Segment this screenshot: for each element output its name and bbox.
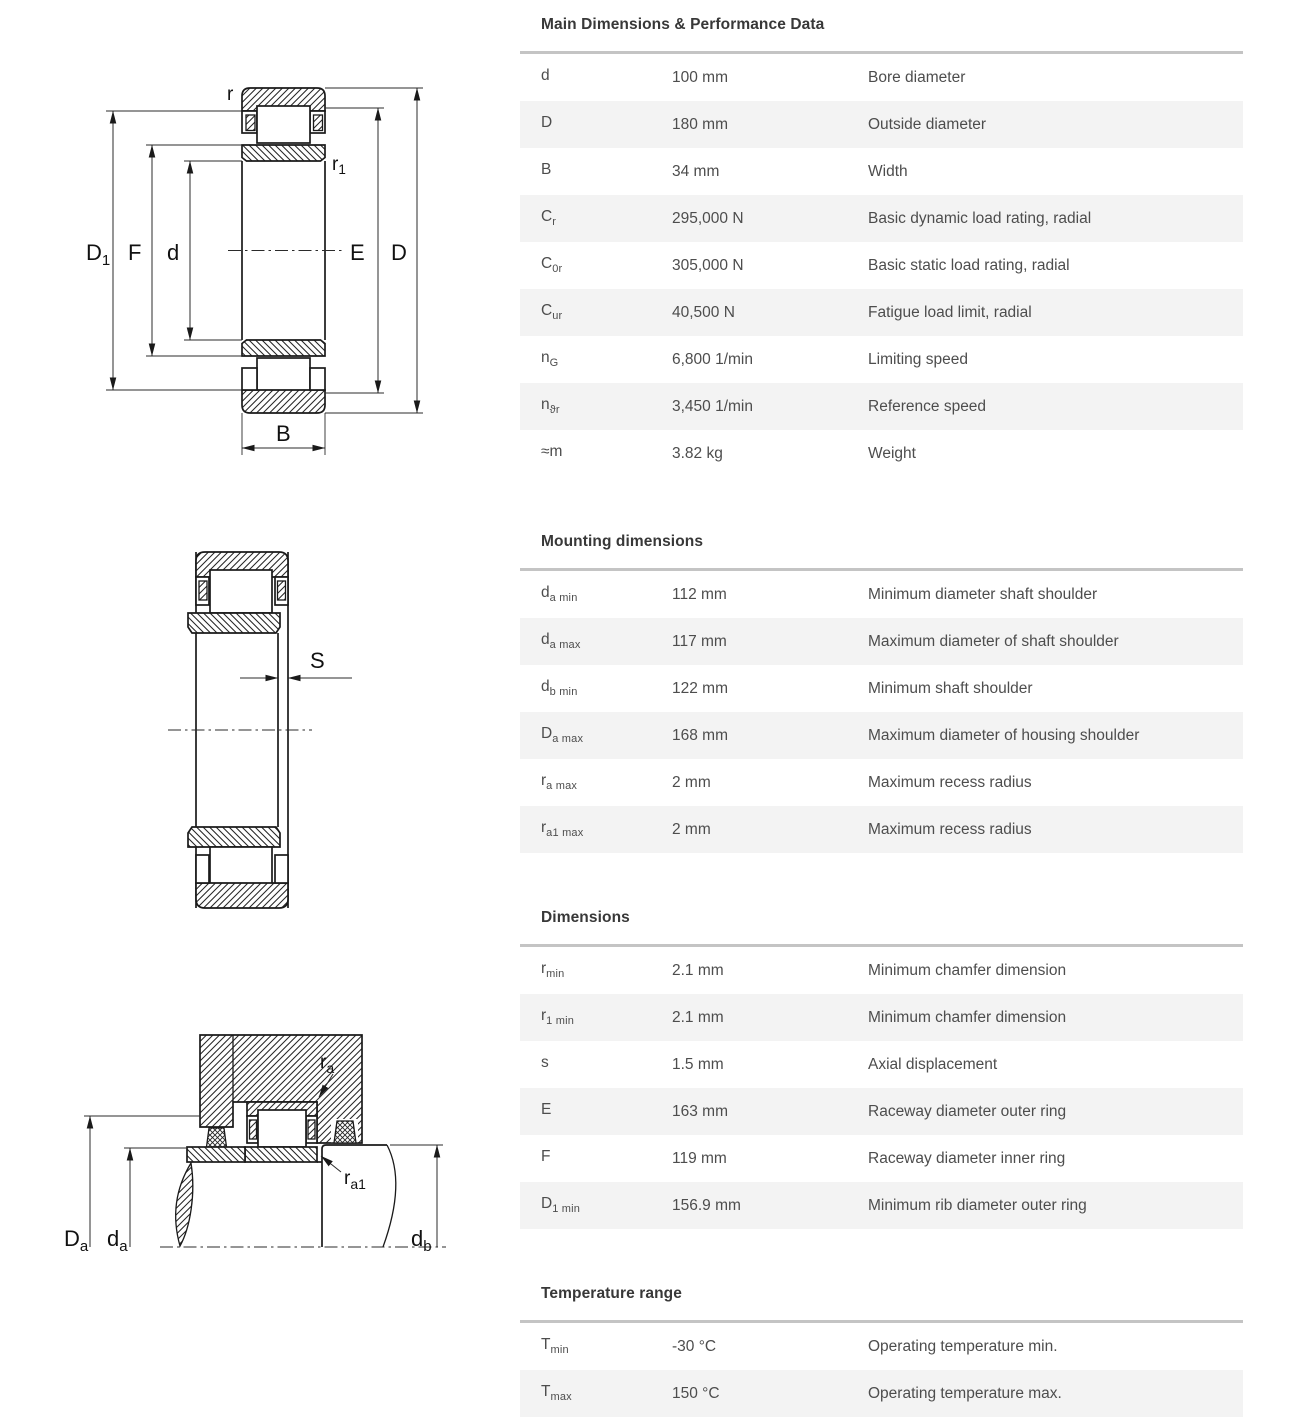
description-cell: Operating temperature min. bbox=[868, 1337, 1058, 1355]
table-row bbox=[520, 1041, 1243, 1088]
section-title: Temperature range bbox=[541, 1285, 682, 1302]
section-main-dimensions bbox=[520, 15, 1243, 477]
symbol-subscript: min bbox=[546, 968, 565, 981]
symbol-base: n bbox=[541, 349, 550, 367]
symbol-subscript: G bbox=[549, 357, 559, 370]
table-row bbox=[520, 1182, 1243, 1229]
axial-displacement-drawing bbox=[168, 552, 352, 908]
table-row bbox=[520, 1088, 1243, 1135]
table-row bbox=[520, 383, 1243, 430]
value-cell: 119 mm bbox=[672, 1149, 727, 1167]
symbol-base: F bbox=[541, 1148, 551, 1166]
symbol-base: d bbox=[541, 631, 550, 649]
table-row bbox=[520, 148, 1243, 195]
symbol-base: C bbox=[541, 208, 553, 226]
table-row bbox=[520, 947, 1243, 994]
symbol-cell bbox=[541, 584, 672, 604]
dim-label-d: d bbox=[167, 240, 180, 265]
symbol-cell bbox=[541, 1336, 672, 1356]
table-row bbox=[520, 242, 1243, 289]
dim-label-db: $d_b$ bbox=[411, 1226, 432, 1255]
symbol-base: C bbox=[541, 302, 553, 320]
dim-label-D: D bbox=[391, 240, 407, 265]
symbol-cell bbox=[541, 396, 672, 416]
symbol-base: B bbox=[541, 161, 552, 179]
symbol-subscript: b min bbox=[549, 686, 578, 699]
description-cell: Operating temperature max. bbox=[868, 1384, 1062, 1402]
main-dimensions-drawing bbox=[86, 84, 423, 455]
description-cell: Basic dynamic load rating, radial bbox=[868, 209, 1092, 227]
symbol-subscript: min bbox=[550, 1344, 569, 1357]
table-row bbox=[520, 618, 1243, 665]
description-cell: Raceway diameter inner ring bbox=[868, 1149, 1066, 1167]
chamfer-label-r: r bbox=[227, 84, 234, 105]
symbol-subscript: 0r bbox=[552, 263, 563, 276]
symbol-base: n bbox=[541, 396, 550, 414]
symbol-base: D bbox=[541, 725, 553, 743]
symbol-cell bbox=[541, 114, 672, 134]
table-row bbox=[520, 1135, 1243, 1182]
value-cell: 3,450 1/min bbox=[672, 397, 753, 415]
value-cell: 163 mm bbox=[672, 1102, 728, 1120]
table-row bbox=[520, 289, 1243, 336]
description-cell: Fatigue load limit, radial bbox=[868, 303, 1032, 321]
value-cell: 295,000 N bbox=[672, 209, 744, 227]
table-row bbox=[520, 759, 1243, 806]
value-cell: 2 mm bbox=[672, 820, 711, 838]
inner-ring-bottom-section bbox=[242, 340, 325, 356]
value-cell: 122 mm bbox=[672, 679, 728, 697]
technical-drawings bbox=[0, 0, 520, 1410]
value-cell: 168 mm bbox=[672, 726, 728, 744]
section-mounting-dimensions bbox=[520, 532, 1243, 853]
value-cell: 180 mm bbox=[672, 115, 728, 133]
description-cell: Maximum recess radius bbox=[868, 820, 1032, 838]
symbol-cell bbox=[541, 67, 672, 87]
description-cell: Outside diameter bbox=[868, 115, 987, 133]
symbol-cell bbox=[541, 819, 672, 839]
symbol-cell bbox=[541, 1101, 672, 1121]
recess-label-ra: $r_a$ bbox=[320, 1052, 335, 1076]
dim-label-B: B bbox=[276, 421, 291, 446]
symbol-cell bbox=[541, 1054, 672, 1074]
drawings-pane bbox=[0, 0, 520, 1410]
section-title: Dimensions bbox=[541, 909, 630, 926]
symbol-base: E bbox=[541, 1101, 552, 1119]
recess-label-ra1: $r_{a1}$ bbox=[344, 1168, 366, 1192]
description-cell: Minimum shaft shoulder bbox=[868, 679, 1033, 697]
section-temperature-range bbox=[520, 1284, 1243, 1417]
value-cell: -30 °C bbox=[672, 1337, 717, 1355]
symbol-subscript: ur bbox=[552, 310, 563, 323]
symbol-subscript: a min bbox=[549, 592, 578, 605]
symbol-base: d bbox=[541, 584, 550, 602]
symbol-cell bbox=[541, 255, 672, 275]
symbol-base: D bbox=[541, 114, 553, 132]
table-row bbox=[520, 712, 1243, 759]
table-row bbox=[520, 336, 1243, 383]
symbol-base: r bbox=[541, 819, 547, 837]
description-cell: Minimum chamfer dimension bbox=[868, 1008, 1067, 1026]
value-cell: 1.5 mm bbox=[672, 1055, 724, 1073]
symbol-subscript: a1 max bbox=[546, 827, 584, 840]
value-cell: 100 mm bbox=[672, 68, 728, 86]
symbol-cell bbox=[541, 960, 672, 980]
symbol-subscript: 1 min bbox=[552, 1203, 581, 1216]
symbol-subscript: max bbox=[550, 1391, 572, 1404]
symbol-cell bbox=[541, 443, 672, 463]
symbol-base: r bbox=[541, 1007, 547, 1025]
value-cell: 2.1 mm bbox=[672, 1008, 724, 1026]
description-cell: Limiting speed bbox=[868, 350, 968, 368]
section-dimensions bbox=[520, 908, 1243, 1229]
dim-label-D1: $D_1$ bbox=[86, 240, 111, 269]
data-table bbox=[520, 944, 1243, 1229]
value-cell: 40,500 N bbox=[672, 303, 735, 321]
dim-label-da: $d_a$ bbox=[107, 1226, 128, 1255]
description-cell: Reference speed bbox=[868, 397, 987, 415]
description-cell: Raceway diameter outer ring bbox=[868, 1102, 1067, 1120]
symbol-base: D bbox=[541, 1195, 553, 1213]
table-row bbox=[520, 571, 1243, 618]
symbol-cell bbox=[541, 161, 672, 181]
data-table bbox=[520, 1320, 1243, 1417]
dim-label-Da: $D_a$ bbox=[64, 1226, 89, 1255]
value-cell: 6,800 1/min bbox=[672, 350, 753, 368]
description-cell: Maximum diameter of shaft shoulder bbox=[868, 632, 1119, 650]
value-cell: 117 mm bbox=[672, 632, 727, 650]
symbol-base: s bbox=[541, 1054, 549, 1072]
symbol-base: d bbox=[541, 67, 550, 85]
description-cell: Bore diameter bbox=[868, 68, 966, 86]
value-cell: 112 mm bbox=[672, 585, 727, 603]
symbol-subscript: ϑr bbox=[549, 404, 560, 417]
symbol-base: d bbox=[541, 678, 550, 696]
description-cell: Minimum chamfer dimension bbox=[868, 961, 1067, 979]
symbol-cell bbox=[541, 208, 672, 228]
section-title: Main Dimensions & Performance Data bbox=[541, 16, 825, 33]
description-cell: Axial displacement bbox=[868, 1055, 998, 1073]
value-cell: 3.82 kg bbox=[672, 444, 723, 462]
data-table bbox=[520, 568, 1243, 853]
dim-label-F: F bbox=[128, 240, 142, 265]
value-cell: 2.1 mm bbox=[672, 961, 724, 979]
symbol-subscript: a max bbox=[549, 639, 581, 652]
description-cell: Maximum recess radius bbox=[868, 773, 1032, 791]
description-cell: Basic static load rating, radial bbox=[868, 256, 1070, 274]
symbol-cell bbox=[541, 349, 672, 369]
description-cell: Weight bbox=[868, 444, 916, 462]
value-cell: 34 mm bbox=[672, 162, 720, 180]
data-table bbox=[520, 51, 1243, 477]
symbol-cell bbox=[541, 1007, 672, 1027]
dim-label-S: S bbox=[310, 648, 325, 673]
symbol-subscript: r bbox=[552, 216, 557, 229]
symbol-cell bbox=[541, 725, 672, 745]
dim-label-E: E bbox=[350, 240, 365, 265]
data-pane bbox=[520, 0, 1243, 1417]
symbol-base: r bbox=[541, 772, 547, 790]
chamfer-label-r1: $r_1$ bbox=[332, 154, 346, 177]
table-row bbox=[520, 54, 1243, 101]
symbol-cell bbox=[541, 302, 672, 322]
table-row bbox=[520, 665, 1243, 712]
symbol-base: ≈m bbox=[541, 443, 563, 461]
table-row bbox=[520, 430, 1243, 477]
description-cell: Maximum diameter of housing shoulder bbox=[868, 726, 1140, 744]
description-cell: Minimum diameter shaft shoulder bbox=[868, 585, 1098, 603]
value-cell: 2 mm bbox=[672, 773, 711, 791]
symbol-subscript: a max bbox=[546, 780, 578, 793]
table-row bbox=[520, 195, 1243, 242]
value-cell: 150 °C bbox=[672, 1384, 720, 1402]
mounting-dimensions-drawing bbox=[64, 1035, 446, 1255]
symbol-base: T bbox=[541, 1336, 551, 1354]
table-row bbox=[520, 1323, 1243, 1370]
symbol-base: C bbox=[541, 255, 553, 273]
symbol-base: r bbox=[541, 960, 547, 978]
table-row bbox=[520, 101, 1243, 148]
symbol-subscript: 1 min bbox=[546, 1015, 575, 1028]
symbol-cell bbox=[541, 1148, 672, 1168]
inner-ring-bottom-section bbox=[188, 827, 280, 847]
symbol-base: T bbox=[541, 1383, 551, 1401]
inner-ring-top-section bbox=[242, 145, 325, 161]
section-title: Mounting dimensions bbox=[541, 533, 704, 550]
table-row bbox=[520, 806, 1243, 853]
symbol-cell bbox=[541, 1383, 672, 1403]
value-cell: 305,000 N bbox=[672, 256, 744, 274]
symbol-subscript: a max bbox=[552, 733, 584, 746]
symbol-cell bbox=[541, 631, 672, 651]
symbol-cell bbox=[541, 1195, 672, 1215]
description-cell: Width bbox=[868, 162, 908, 180]
value-cell: 156.9 mm bbox=[672, 1196, 741, 1214]
inner-ring-top-section bbox=[188, 613, 280, 633]
description-cell: Minimum rib diameter outer ring bbox=[868, 1196, 1087, 1214]
symbol-cell bbox=[541, 772, 672, 792]
symbol-cell bbox=[541, 678, 672, 698]
table-row bbox=[520, 994, 1243, 1041]
bearing-section bbox=[245, 1102, 317, 1162]
roller-cage-top bbox=[199, 570, 286, 613]
